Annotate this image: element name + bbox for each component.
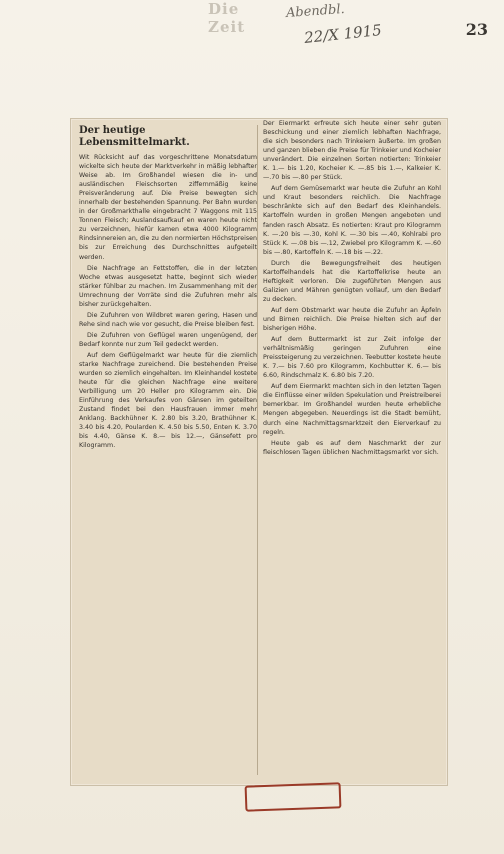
- article-paragraph: Der Eiermarkt erfreute sich heute einer sehr guten Beschickung und einer ziemlich lebhaften Nachfrage, die sich besonders nach Trinkeiern äußerte. Im großen und ganzen blieben die Preise für Trinkeier und Kocheier unverändert. Die einzelnen Sorten notierten: Trinkeier K. 1.— bis 1.20, Kocheier K. —.85 bis 1.—, Kalkeier K. —.70 bis —.80 per Stück.: [263, 120, 441, 182]
- newspaper-clipping: [70, 118, 448, 786]
- newspaper-name: Die Zeit: [208, 0, 246, 36]
- article-paragraph: Durch die Bewegungsfreiheit des heutigen Kartoffelhandels hat die Kartoffelkrise heute an Heftigkeit verloren. Die zugeführten Mengen aus Galizien und Mähren genügten vollauf, um den Bedarf zu decken.: [263, 259, 441, 303]
- handwritten-note-top: Abendbl.: [285, 1, 346, 22]
- archive-stamp: [245, 782, 342, 811]
- article-column-right: [263, 119, 441, 785]
- article-column-left: [79, 119, 257, 785]
- article-paragraph: Die Nachfrage an Fettstoffen, die in der letzten Woche etwas ausgesetzt hatte, beginnt sich wieder stärker fühlbar zu machen. Im Zusammenhang mit der Umrechnung der Vorräte sind die Zufuhren mehr als bisher zurückgehalten.: [79, 264, 257, 308]
- page-number: 23: [465, 20, 488, 39]
- article-paragraph: Auf dem Geflügelmarkt war heute für die ziemlich starke Nachfrage zureichend. Die bestehenden Preise wurden so ziemlich eingehalten. Im Kleinhandel kostete heute für die gleichen Nachfrage eine weitere Verbilligung um 20 Heller pro Kilogramm ein. Die Einführung des Verkaufes von Gänsen im geteilten Zustand findet bei den Hausfrauen immer mehr Anklang. Backhühner K. 2.80 bis 3.20, Brathühner K. 3.40 bis 4.20, Poularden K. 4.50 bis 5.50, Enten K. 3.70 bis 4.40, Gänse K. 8.— bis 12.—, Gänsefett pro Kilogramm.: [79, 351, 257, 450]
- article-paragraph: Die Zufuhren von Wildbret waren gering, Hasen und Rehe sind nach wie vor gesucht, die Preise bleiben fest.: [79, 311, 257, 328]
- column-divider: [257, 125, 258, 775]
- article-paragraph: Auf dem Buttermarkt ist zur Zeit infolge der verhältnismäßig geringen Zufuhren eine Preissteigerung zu verzeichnen. Teebutter kostete heute K. 7.— bis 7.60 pro Kilogramm, Kochbutter K. 6.— bis 6.60, Rindschmalz K. 6.80 bis 7.20.: [263, 336, 441, 380]
- article-paragraph: Heute gab es auf dem Naschmarkt der zur fleischlosen Tagen üblichen Nachmittagsmarkt vor sich.: [263, 439, 441, 456]
- article-paragraph: Wit Rücksicht auf das vorgeschrittene Monatsdatum wickelte sich heute der Marktverkehr in mäßig lebhafter Weise ab. Im Großhandel wiesen die in- und ausländischen Fleischsorten ziffernmäßig keine Preisveränderung auf. Die Preise bewegten sich innerhalb der bestehenden Spannung. Per Bahn wurden in der Großmarkthalle eingebracht 7 Waggons mit 115 Tonnen Fleisch; Auslandsaufkauf en waren heute nicht zu verzeichnen, hiefür kamen etwa 4000 Kilogramm Rindsinnereien an, die zu den normierten Höchstpreisen bis zur Erreichung des Durchschnittes aufgeteilt werden.: [79, 154, 257, 261]
- article-paragraph: Auf dem Eiermarkt machten sich in den letzten Tagen die Einflüsse einer wilden Spekulation und Preistreiberei bemerkbar. Im Großhandel wurden heute erhebliche Mengen abgegeben. Neuerdings ist die Stadt bemüht, durch eine Nachmittagsmarktzeit den Eierverkauf zu regeln.: [263, 383, 441, 436]
- handwritten-date: 22/X 1915: [303, 20, 383, 48]
- article-paragraph: Auf dem Gemüsemarkt war heute die Zufuhr an Kohl und Kraut besonders reichlich. Die Nachfrage beschränkte sich auf den Bedarf des Kleinhandels. Kartoffeln wurden in großen Mengen angeboten und fanden rasch Absatz. Es notierten: Kraut pro Kilogramm K. —.20 bis —.30, Kohl K. —.30 bis —.40, Kohlrabi pro Stück K. —.08 bis —.12, Zwiebel pro Kilogramm K. —.60 bis —.80, Kartoffeln K. —.18 bis —.22.: [263, 185, 441, 256]
- article-title: Der heutige Lebensmittelmarkt.: [79, 125, 190, 148]
- article-paragraph: Auf dem Obstmarkt war heute die Zufuhr an Äpfeln und Birnen reichlich. Die Preise hielten sich auf der bisherigen Höhe.: [263, 306, 441, 333]
- article-paragraph: Die Zufuhren von Geflügel waren ungenügend, der Bedarf konnte nur zum Teil gedeckt werden.: [79, 331, 257, 348]
